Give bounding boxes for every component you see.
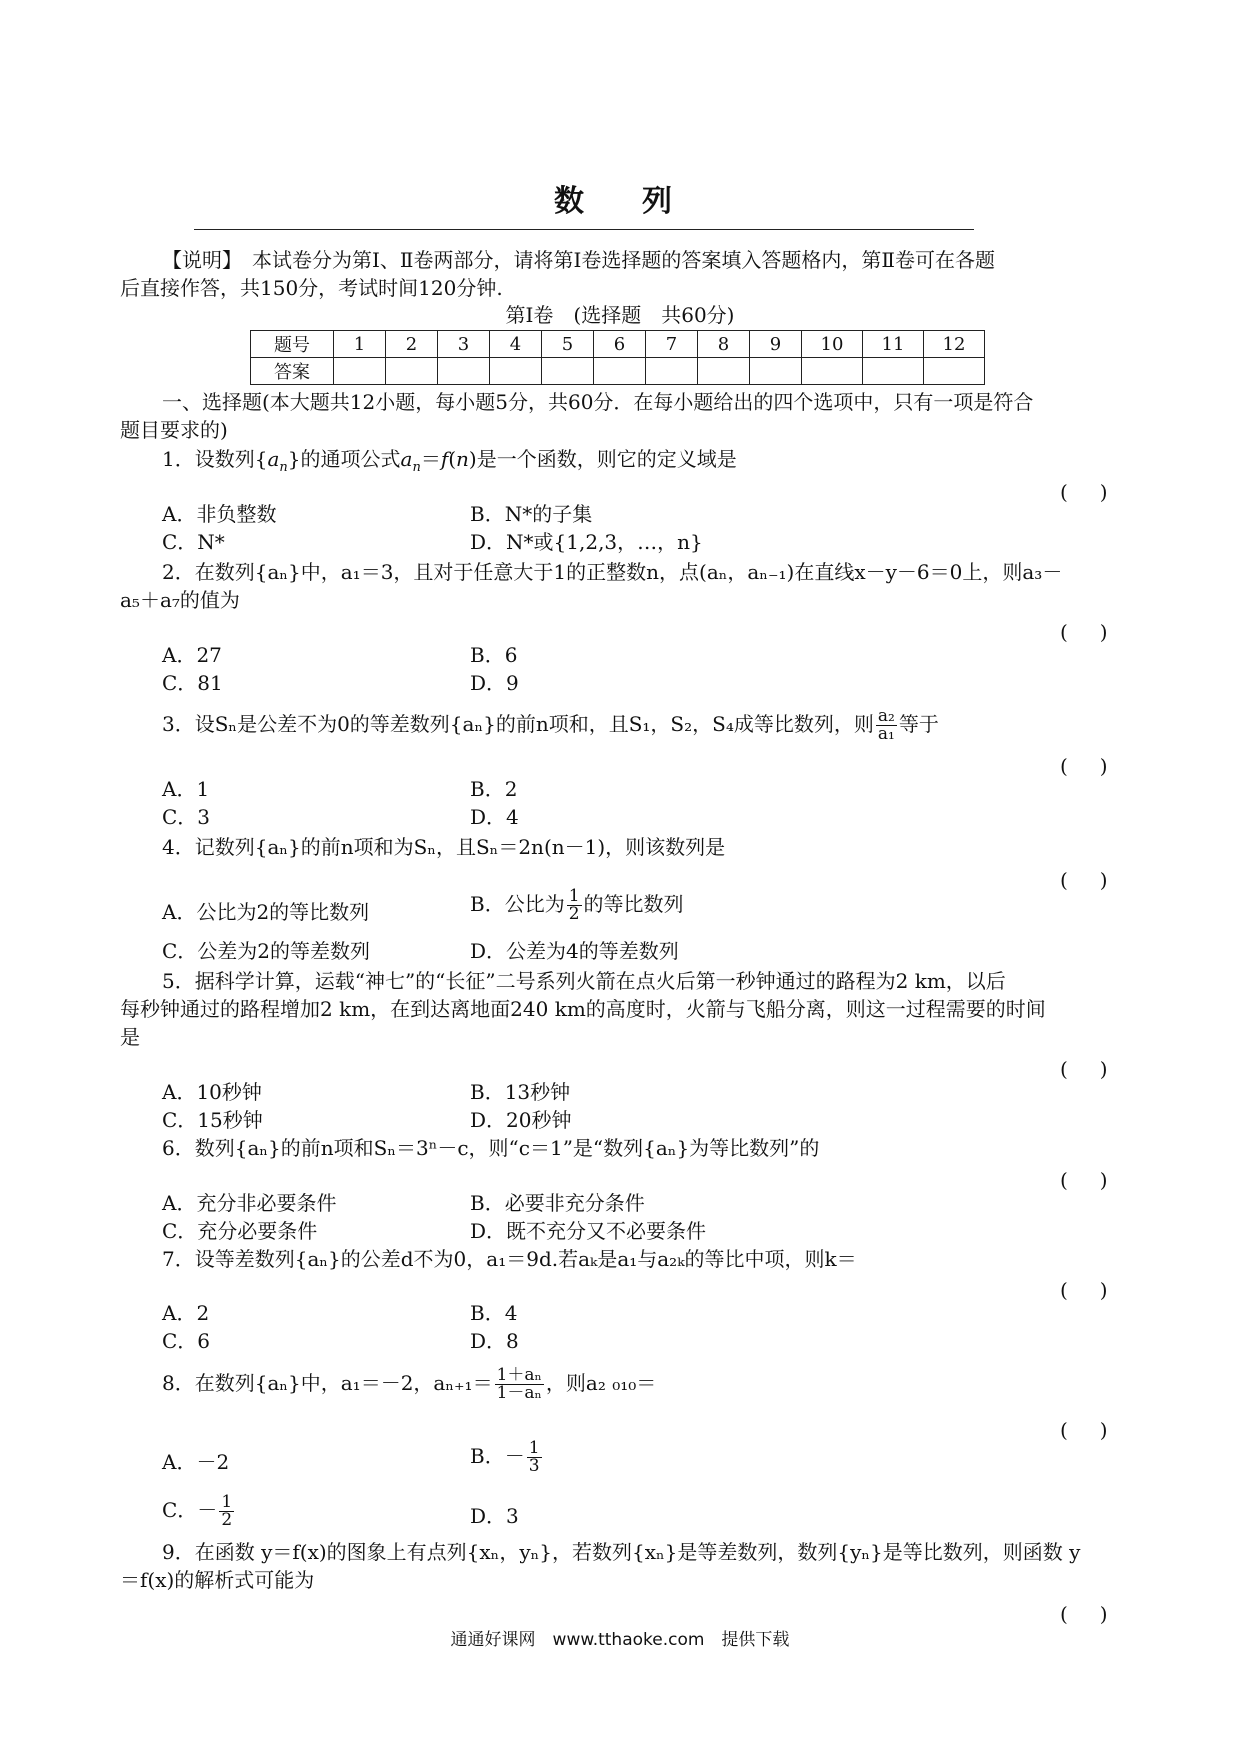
question-number-cell: 10 <box>802 331 863 358</box>
answer-table <box>250 330 985 385</box>
option-b: B．13秒钟 <box>470 1080 571 1104</box>
answer-cell[interactable] <box>386 358 438 385</box>
question-number-cell: 2 <box>386 331 438 358</box>
option-b: B．N*的子集 <box>470 502 593 526</box>
option-d: D．9 <box>470 671 519 695</box>
answer-cell[interactable] <box>802 358 863 385</box>
option-d: D．20秒钟 <box>470 1108 572 1132</box>
option-c: C．15秒钟 <box>162 1108 263 1132</box>
option-c: C．公差为2的等差数列 <box>162 939 371 963</box>
option-a: A．27 <box>162 643 222 667</box>
option-b: B．－ $\frac{1}{3}$ <box>470 1438 540 1476</box>
question-number-cell: 5 <box>542 331 594 358</box>
part1-instructions-2: 题目要求的) <box>120 418 228 442</box>
answer-cell[interactable] <box>334 358 386 385</box>
fraction: $\frac{1}{2}$ <box>568 886 580 924</box>
option-a: A．充分非必要条件 <box>162 1191 337 1215</box>
option-b: B．公比为 $\frac{1}{2}$ 的等比数列 <box>470 886 684 924</box>
question-5-stem-2: 每秒钟通过的路程增加2 km，在到达离地面240 km的高度时，火箭与飞船分离，则这一过程需要的时间 <box>120 997 1046 1021</box>
answer-cell[interactable] <box>646 358 698 385</box>
question-2-stem-2: a₅＋a₇的值为 <box>120 588 240 612</box>
question-5-stem-1: 5．据科学计算，运载“神七”的“长征”二号系列火箭在点火后第一秒钟通过的路程为2 km，以后 <box>162 969 1006 993</box>
option-d: D．8 <box>470 1329 519 1353</box>
option-b: B．4 <box>470 1301 518 1325</box>
option-a: A．10秒钟 <box>162 1080 262 1104</box>
question-number-cell: 8 <box>698 331 750 358</box>
fraction: $\frac{\text{a₂}}{\text{a₁}}$ <box>877 706 895 744</box>
answer-parenthesis[interactable]: ( ) <box>1060 868 1114 892</box>
question-number-cell: 11 <box>863 331 924 358</box>
option-d: D．公差为4的等差数列 <box>470 939 679 963</box>
table-header-cell: 答案 <box>251 358 334 385</box>
question-3-stem: 3．设Sₙ是公差不为0的等差数列{aₙ}的前n项和，且S₁，S₂，S₄成等比数列，则 $\frac{\text{a₂}}{\text{a₁}}$ 等于 <box>162 706 939 744</box>
answer-parenthesis[interactable]: ( ) <box>1060 1418 1114 1442</box>
table-header-cell: 题号 <box>251 331 334 358</box>
option-b: B．6 <box>470 643 518 667</box>
question-4-stem: 4．记数列{aₙ}的前n项和为Sₙ，且Sₙ＝2n(n－1)，则该数列是 <box>162 835 726 859</box>
answer-cell[interactable] <box>698 358 750 385</box>
question-9-stem-1: 9．在函数 y＝f(x)的图象上有点列{xₙ，yₙ}，若数列{xₙ}是等差数列，数列{yₙ}是等比数列，则函数 y <box>162 1540 1081 1564</box>
answer-parenthesis[interactable]: ( ) <box>1060 1602 1114 1626</box>
answer-cell[interactable] <box>438 358 490 385</box>
answer-parenthesis[interactable]: ( ) <box>1060 1168 1114 1192</box>
intro-line-1: 【说明】 本试卷分为第Ⅰ、Ⅱ卷两部分，请将第Ⅰ卷选择题的答案填入答题格内，第Ⅱ卷可在各题 <box>162 248 995 272</box>
question-5-stem-3: 是 <box>120 1025 140 1049</box>
option-a: A．2 <box>162 1301 210 1325</box>
question-number-cell: 4 <box>490 331 542 358</box>
answer-cell[interactable] <box>863 358 924 385</box>
option-a: A．1 <box>162 777 210 801</box>
answer-parenthesis[interactable]: ( ) <box>1060 480 1114 504</box>
table-row <box>251 331 985 358</box>
question-number-cell: 3 <box>438 331 490 358</box>
question-number-cell: 9 <box>750 331 802 358</box>
option-d: D．4 <box>470 805 519 829</box>
option-b: B．必要非充分条件 <box>470 1191 645 1215</box>
answer-parenthesis[interactable]: ( ) <box>1060 1278 1114 1302</box>
option-c: C．充分必要条件 <box>162 1219 318 1243</box>
option-b: B．2 <box>470 777 518 801</box>
question-6-stem: 6．数列{aₙ}的前n项和Sₙ＝3ⁿ－c，则“c＝1”是“数列{aₙ}为等比数列”的 <box>162 1136 820 1160</box>
question-number-cell: 7 <box>646 331 698 358</box>
question-1-stem: 1．设数列$\{a_n\}$的通项公式$a_n=f(n)$是一个函数，则它的定义域是 <box>162 447 737 475</box>
fraction: $\frac{1}{3}$ <box>528 1438 540 1476</box>
answer-cell[interactable] <box>542 358 594 385</box>
table-row <box>251 358 985 385</box>
question-number-cell: 12 <box>924 331 985 358</box>
option-c: C．6 <box>162 1329 211 1353</box>
answer-cell[interactable] <box>924 358 985 385</box>
fraction: $\frac{\text{1＋aₙ}}{\text{1－aₙ}}$ <box>496 1365 542 1403</box>
question-8-stem: 8．在数列{aₙ}中，a₁＝－2，aₙ₊₁＝ $\frac{\text{1＋aₙ}}{\text{1－aₙ}}$ ，则a₂ ₀₁₀＝ <box>162 1365 657 1403</box>
option-a: A．非负整数 <box>162 502 277 526</box>
option-c: C．N* <box>162 530 225 554</box>
answer-parenthesis[interactable]: ( ) <box>1060 620 1114 644</box>
option-c: C．－ $\frac{1}{2}$ <box>162 1492 233 1530</box>
question-2-stem-1: 2．在数列{aₙ}中，a₁＝3，且对于任意大于1的正整数n，点(aₙ，aₙ₋₁)在直线x－y－6＝0上，则a₃－ <box>162 560 1063 584</box>
part1-instructions-1: 一、选择题(本大题共12小题，每小题5分，共60分．在每小题给出的四个选项中，只有一项是符合 <box>162 390 1034 414</box>
option-d: D．既不充分又不必要条件 <box>470 1219 707 1243</box>
footer-credit: 通通好课网 www.tthaoke.com 提供下载 <box>450 1630 790 1650</box>
option-c: C．81 <box>162 671 223 695</box>
question-7-stem: 7．设等差数列{aₙ}的公差d不为0，a₁＝9d.若aₖ是a₁与a₂ₖ的等比中项，则k＝ <box>162 1247 857 1271</box>
answer-cell[interactable] <box>594 358 646 385</box>
question-number-cell: 1 <box>334 331 386 358</box>
option-a: A．公比为2的等比数列 <box>162 900 370 924</box>
section-header: 第Ⅰ卷 (选择题 共60分) <box>505 303 735 327</box>
answer-cell[interactable] <box>750 358 802 385</box>
title-underline <box>194 229 974 230</box>
question-9-stem-2: ＝f(x)的解析式可能为 <box>120 1568 315 1592</box>
option-d: D．N*或{1,2,3，…，n} <box>470 530 703 554</box>
option-a: A．－2 <box>162 1450 230 1474</box>
question-number-cell: 6 <box>594 331 646 358</box>
option-d: D．3 <box>470 1504 519 1528</box>
answer-parenthesis[interactable]: ( ) <box>1060 1057 1114 1081</box>
answer-parenthesis[interactable]: ( ) <box>1060 754 1114 778</box>
option-c: C．3 <box>162 805 211 829</box>
fraction: $\frac{1}{2}$ <box>221 1492 233 1530</box>
page-title: 数 列 <box>554 184 686 219</box>
answer-cell[interactable] <box>490 358 542 385</box>
intro-line-2: 后直接作答，共150分，考试时间120分钟. <box>120 276 503 300</box>
